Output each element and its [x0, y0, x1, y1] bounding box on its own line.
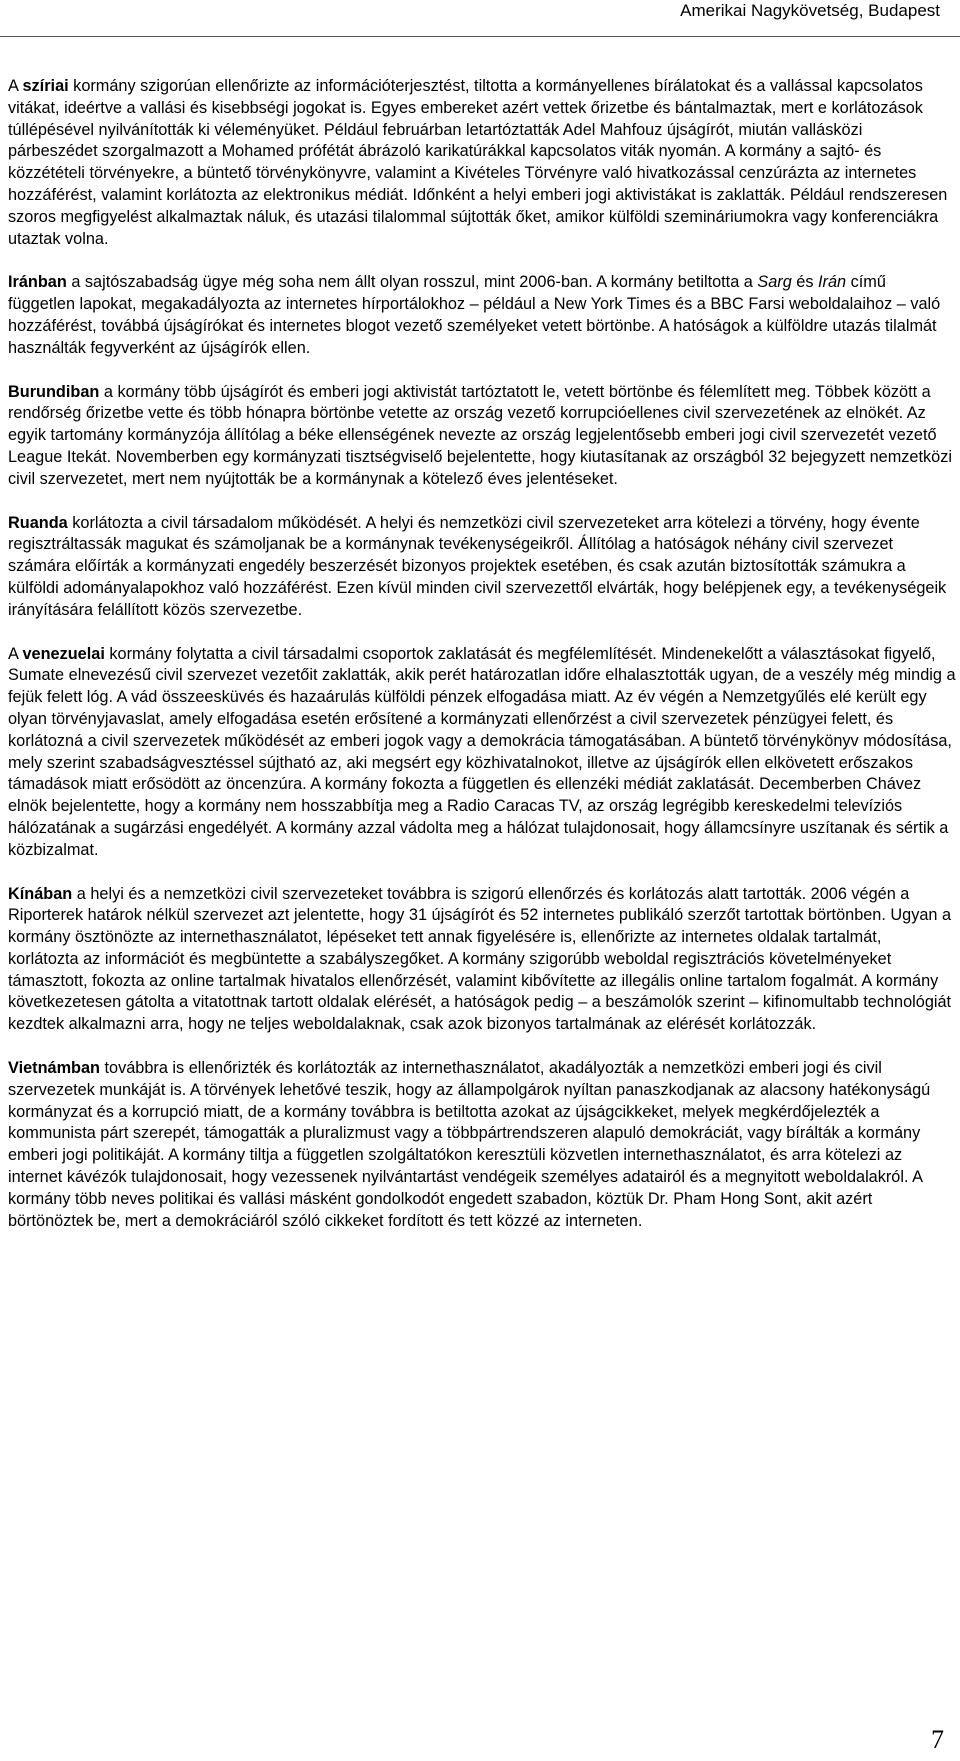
page-number: 7 — [931, 1725, 944, 1754]
paragraph-text: a kormány több újságírót és emberi jogi aktivistát tartóztatott le, vetett börtönbe és félemlített meg. Többek között a rendőrség őrizetbe vette és több hónapra börtönbe vetette az ország vezető korrupcióellenes civil szervezetének az elnökét. Az egyik tartomány kormányzója állítólag a béke ellenségének nevezte az ország legjelentősebb emberi jogi civil szervezetét vezető League Itekát. Novemberben egy kormányzati tisztségviselő bejelentette, hogy kiutasítanak az országból 32 bejegyzett nemzetközi civil szervezetet, mert nem nyújtották be a kormánynak a kötelező éves jelentéseket. — [8, 382, 952, 488]
paragraph-burundi — [8, 382, 956, 491]
paragraph-text: a sajtószabadság ügye még soha nem állt olyan rosszul, mint 2006-ban. A kormány betiltotta a — [66, 273, 758, 292]
paragraph-prefix: A — [8, 77, 23, 95]
country-term: Iránban — [8, 273, 67, 292]
paragraph-text: korlátozta a civil társadalom működését. A helyi és nemzetközi civil szervezeteket arra kötelezi a törvény, hogy évente regisztráltassák magukat és számoljanak be a kormánynak tevékenységeikről. Állítólag a hatóságok néhány civil szervezet számára előírták a kormányzati engedély beszerzését bizonyos projektek esetében, és csak azután biztosították számukra a külföldi adományalapokhoz való hozzáférést. Ezen kívül minden civil szervezettől elvárták, hogy belépjenek egy, a tevékenységeik irányítására felállított közös szervezetbe. — [8, 513, 947, 619]
paragraph-syria — [8, 76, 956, 250]
paragraph-venezuela — [8, 644, 956, 862]
paragraph-text: kormány folytatta a civil társadalmi csoportok zaklatását és megfélemlítését. Mindenekelőtt a választásokat figyelő, Sumate elnevezésű civil szervezet vezetőit zaklatták, akik perét határozatlan időre elhalasztották ugyan, de a veszély még mindig a fejük felett lóg. A vád összeesküvés és hazaárulás külföldi pénzek elfogadása miatt. Az év végén a Nemzetgyűlés elé került egy olyan törvényjavaslat, amely elfogadása esetén erősítené a kormányzati ellenőrzést a civil szervezetek pénzügyei felett, és korlátozná a civil szervezetek működését az emberi jogok vagy a demokrácia támogatásában. A büntető törvénykönyv módosítása, mely szerint szabadságvesztéssel sújtható az, aki megsért egy közhivatalnokot, illetve az újságírók ellen elkövetett erőszakos támadások miatt erősödött az öncenzúra. A kormány fokozta a független és ellenzéki médiát zaklatását. Decemberben Chávez elnök bejelentette, hogy a kormány nem hosszabbítja meg a Radio Caracas TV, az ország legrégibb kereskedelmi televíziós hálózatának a sugárzási engedélyét. A kormány azzal vádolta meg a hálózat tulajdonosait, hogy államcsínyre uszítanak és sértik a közbizalmat. — [8, 644, 956, 859]
country-term: Burundiban — [8, 382, 100, 401]
newspaper-title: Irán — [818, 273, 847, 292]
header-divider — [0, 36, 960, 37]
paragraph-text: kormány szigorúan ellenőrizte az információterjesztést, tiltotta a kormányellenes bírálatokat és a vallással kapcsolatos vitákat, ideértve a vallási és kisebbségi jogokat is. Egyes embereket azért vettek őrizetbe és bántalmaztak, mert e korlátozások túllépésével nyilvánították ki véleményüket. Például februárban letartóztatták Adel Mahfouz újságírót, miután vallásközi párbeszédet szorgalmazott a Mohamed prófétát ábrázoló karikatúrákkal kapcsolatos viták nyomán. A kormány a sajtó- és közzétételi törvényekre, a büntető törvénykönyvre, valamint a Kivételes Törvényre való hivatkozással cenzúrázta az internetes hozzáférést, valamint korlátozta az elektronikus médiát. Időnként a helyi emberi jogi aktivistákat is zaklatták. Például rendszeresen szoros megfigyelést alkalmaztak náluk, és utazási tilalommal sújtották őket, amikor külföldi szemináriumokra vagy konferenciákra utaztak volna. — [8, 77, 948, 248]
paragraph-china — [8, 884, 956, 1037]
newspaper-title: Sarg — [757, 273, 792, 292]
paragraph-prefix: A — [8, 644, 23, 663]
country-term: Vietnámban — [8, 1059, 100, 1078]
paragraph-text: és — [791, 273, 819, 292]
paragraph-iran — [8, 272, 956, 359]
paragraph-text: továbbra is ellenőrizték és korlátozták az internethasználatot, akadályozták a nemzetközi emberi jogi és civil szervezetek munkáját is. A törvények lehetővé teszik, hogy az állampolgárok nyíltan panaszkodjanak az alacsony hatékonyságú kormányzat és a korrupció miatt, de a kormány továbbra is betiltotta azokat az újságcikkeket, melyek megkérdőjelezték a kommunista párt szerepét, támogatták a pluralizmust vagy a többpártrendszeren alapuló demokráciát, vagy bírálták a kormány emberi jogi politikáját. A kormány tiltja a független szolgáltatókon keresztüli közvetlen internethasználatot, és arra kötelezi az internet kávézók tulajdonosait, hogy vezessenek nyilvántartást vendégeik személyes adatairól és a megnyitott weboldalakról. A kormány több neves politikai és vallási másként gondolkodót engedett szabadon, köztük Dr. Pham Hong Sont, akit azért börtönöztek be, mert a demokráciáról szóló cikkeket fordított és tett közzé az interneten. — [8, 1059, 931, 1230]
page-header — [0, 0, 960, 42]
country-term: Kínában — [8, 884, 73, 903]
country-term: szíriai — [22, 77, 69, 95]
paragraph-rwanda — [8, 513, 956, 622]
paragraph-vietnam — [8, 1058, 956, 1232]
country-term: Ruanda — [8, 513, 68, 532]
document-body — [8, 76, 956, 1254]
header-title: Amerikai Nagykövetség, Budapest — [680, 1, 940, 20]
paragraph-text: a helyi és a nemzetközi civil szervezeteket továbbra is szigorú ellenőrzés és korlátozás alatt tartották. 2006 végén a Riporterek határok nélkül szervezet azt jelentette, hogy 31 újságírót és 52 internetes publikáló szerzőt tartottak börtönben. Ugyan a kormány ösztönözte az internethasználatot, lépéseket tett annak figyelésére is, ellenőrizte az internetes oldalak tartalmát, korlátozta az információt és megbüntette a szabályszegőket. A kormány szigorúbb weboldal regisztrációs követelményeket támasztott, fokozta az online tartalmak hivatalos ellenőrzését, valamint kibővítette az illegális online tartalom fogalmát. A kormány következetesen gátolta a vitatottnak tartott oldalak elérését, a hatóságok pedig – a beszámolók szerint – kifinomultabb technológiát kezdtek alkalmazni arra, hogy ne teljes weboldalaknak, csak azok bizonyos tartalmának az elérését korlátozzák. — [8, 884, 952, 1034]
country-term: venezuelai — [22, 644, 105, 663]
paragraph-text: című független lapokat, megakadályozta az internetes hírportálokhoz – például a New York Times és a BBC Farsi weboldalaihoz – való hozzáférést, továbbá újságírókat és internetes blogot vezető személyeket vetett börtönbe. A hatóságok a külföldre utazás tilalmát használták fegyverként az újságírók ellen. — [8, 273, 941, 357]
